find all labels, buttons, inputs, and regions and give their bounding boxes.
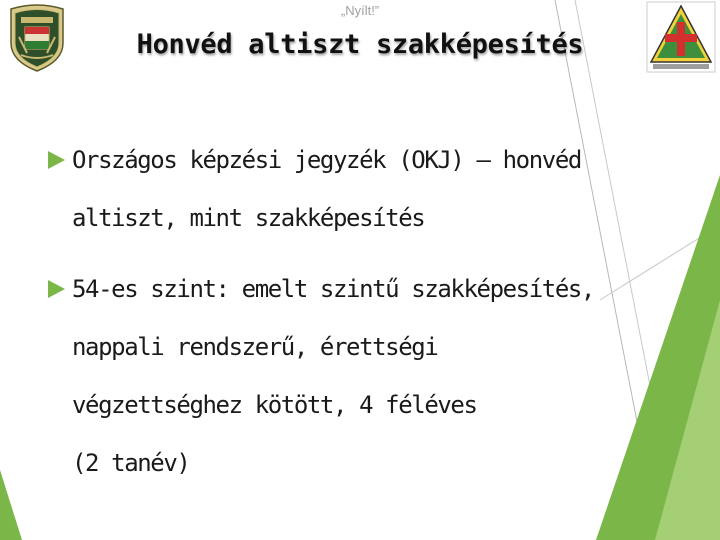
bullet-line: nappali rendszerű, érettségi	[72, 333, 438, 361]
bullet-line	[48, 131, 688, 189]
bullet-line: altiszt, mint szakképesítés	[72, 204, 425, 232]
bullet-level-54	[48, 260, 688, 492]
bullet-text: Országos képzési jegyzék (OKJ) – honvéd	[72, 146, 581, 174]
bullet-text: 54-es szint: emelt szintű szakképesítés,	[72, 275, 594, 303]
bullet-line: (2 tanév)	[72, 449, 190, 477]
bullet-arrow-icon	[48, 151, 65, 169]
page-title: Honvéd altiszt szakképesítés	[136, 29, 584, 60]
header-label: „Nyílt!”	[340, 3, 380, 18]
bullet-arrow-icon	[48, 280, 65, 298]
decor-triangle-corner	[0, 470, 22, 540]
bullet-line	[48, 260, 688, 318]
bullet-line: végzettséghez kötött, 4 féléves	[72, 391, 477, 419]
bullet-okj	[48, 131, 688, 247]
